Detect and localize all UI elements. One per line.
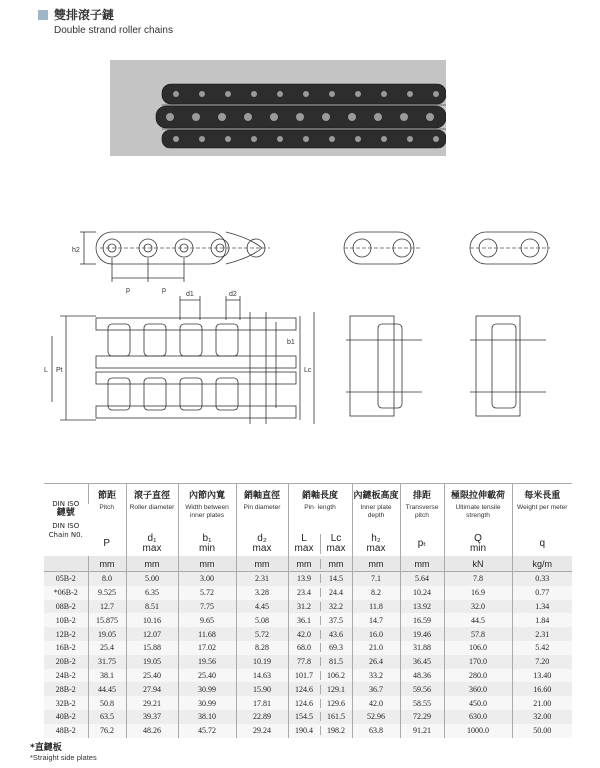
table-cell: 32B-2: [44, 696, 88, 710]
table-cell: 5.64: [400, 572, 444, 586]
pin-length-Lc: 129.6: [327, 698, 345, 708]
table-cell: 7.20: [512, 655, 572, 669]
col-chain-unit: [44, 556, 88, 572]
title-chinese: 雙排滾子鏈: [54, 8, 115, 22]
table-cell: 29.21: [126, 696, 178, 710]
pin-length-Lc: 37.5: [329, 615, 343, 625]
table-cell: 25.40: [178, 669, 236, 683]
pin-length-L: 101.7: [289, 671, 321, 680]
pin-length-Lc: 69.3: [329, 643, 343, 653]
col-pinlen-cn: 銷軸長度: [288, 484, 352, 505]
pin-length-L: 124.6: [289, 685, 321, 694]
table-row: [44, 655, 572, 669]
table-cell: 5.72: [178, 586, 236, 600]
pin-length-L: 42.0: [289, 630, 321, 639]
table-cell: [288, 682, 352, 696]
table-cell: 26.4: [352, 655, 400, 669]
table-cell: *06B-2: [44, 586, 88, 600]
footnote: [30, 740, 97, 762]
table-cell: 33.2: [352, 669, 400, 683]
pin-length-Lc: 14.5: [329, 574, 343, 584]
table-cell: 59.56: [400, 682, 444, 696]
table-cell: 16.9: [444, 586, 512, 600]
table-cell: 170.0: [444, 655, 512, 669]
col-weight-sym: q: [512, 532, 572, 556]
footnote-english: *Straight side plates: [30, 753, 97, 762]
table-cell: 28B-2: [44, 682, 88, 696]
col-roller-sym: d₁ max: [126, 532, 178, 556]
table-cell: [288, 710, 352, 724]
pin-length-Lc: 129.1: [327, 684, 345, 694]
table-cell: 10.19: [236, 655, 288, 669]
table-cell: 8.2: [352, 586, 400, 600]
col-pindia-sym: d₂ max: [236, 532, 288, 556]
table-cell: 3.00: [178, 572, 236, 586]
pin-length-L: 190.4: [289, 726, 321, 735]
label-b1: b1: [287, 339, 295, 346]
table-cell: 42.0: [352, 696, 400, 710]
table-cell: 24B-2: [44, 669, 88, 683]
table-cell: 630.0: [444, 710, 512, 724]
table-cell: [288, 641, 352, 655]
col-weight-cn: 每米長重: [512, 484, 572, 505]
table-cell: 9.525: [88, 586, 126, 600]
table-cell: 0.33: [512, 572, 572, 586]
pin-length-Lc: 32.2: [329, 601, 343, 611]
title-english: Double strand roller chains: [54, 25, 173, 36]
pin-length-L: 124.6: [289, 699, 321, 708]
col-weight-unit: kg/m: [512, 556, 572, 572]
table-cell: 08B-2: [44, 600, 88, 614]
table-row: [44, 600, 572, 614]
table-cell: 2.31: [236, 572, 288, 586]
table-cell: [288, 696, 352, 710]
pin-length-L: 31.2: [289, 602, 321, 611]
table-cell: 4.45: [236, 600, 288, 614]
col-pinlen-en: Pin· length: [288, 504, 352, 532]
footnote-chinese: *直鏈板: [30, 743, 62, 753]
table-row: [44, 613, 572, 627]
table-cell: 6.35: [126, 586, 178, 600]
table-cell: 11.68: [178, 627, 236, 641]
table-cell: 10.24: [400, 586, 444, 600]
col-depth-en: Inner plate depth: [352, 504, 400, 532]
table-cell: 280.0: [444, 669, 512, 683]
table-cell: 13.40: [512, 669, 572, 683]
table-cell: [288, 724, 352, 738]
table-cell: [288, 572, 352, 586]
col-strength-sym: Q min: [444, 532, 512, 556]
table-cell: 50.00: [512, 724, 572, 738]
col-strength-en: Ultimate tensile strength: [444, 504, 512, 532]
table-row: [44, 641, 572, 655]
table-row: [44, 724, 572, 738]
table-cell: 16.59: [400, 613, 444, 627]
table-cell: 40B-2: [44, 710, 88, 724]
col-weight-en: Weight per meter: [512, 504, 572, 532]
pin-length-L: 154.5: [289, 712, 321, 721]
table-cell: 30.99: [178, 682, 236, 696]
pin-length-Lc: 161.5: [327, 712, 345, 722]
table-cell: 2.31: [512, 627, 572, 641]
spec-table-body: [44, 572, 572, 738]
label-d1: d1: [186, 291, 194, 298]
pin-length-Lc: 106.2: [327, 670, 345, 680]
table-cell: 8.0: [88, 572, 126, 586]
table-cell: 12.7: [88, 600, 126, 614]
table-cell: 5.42: [512, 641, 572, 655]
table-cell: 21.0: [352, 641, 400, 655]
table-cell: 05B-2: [44, 572, 88, 586]
table-cell: 30.99: [178, 696, 236, 710]
table-cell: 44.45: [88, 682, 126, 696]
table-cell: 63.8: [352, 724, 400, 738]
table-cell: 7.1: [352, 572, 400, 586]
table-cell: 17.02: [178, 641, 236, 655]
table-cell: 15.88: [126, 641, 178, 655]
table-cell: 10B-2: [44, 613, 88, 627]
table-row: [44, 572, 572, 586]
table-cell: 21.00: [512, 696, 572, 710]
table-cell: 14.7: [352, 613, 400, 627]
table-cell: 10.16: [126, 613, 178, 627]
table-cell: 91.21: [400, 724, 444, 738]
table-cell: [288, 600, 352, 614]
table-cell: 15.875: [88, 613, 126, 627]
table-cell: 5.00: [126, 572, 178, 586]
table-cell: 5.08: [236, 613, 288, 627]
col-width-sym: b₁ min: [178, 532, 236, 556]
table-cell: 31.88: [400, 641, 444, 655]
table-cell: 16.0: [352, 627, 400, 641]
col-width-en: Width between inner plates: [178, 504, 236, 532]
table-cell: 63.5: [88, 710, 126, 724]
label-p1: p: [126, 287, 130, 294]
col-pitch-unit: mm: [88, 556, 126, 572]
table-cell: 9.65: [178, 613, 236, 627]
col-transverse-cn: 排距: [400, 484, 444, 505]
label-p2: p: [162, 287, 166, 294]
table-cell: 52.96: [352, 710, 400, 724]
col-depth-unit: mm: [352, 556, 400, 572]
col-transverse-unit: mm: [400, 556, 444, 572]
table-cell: 72.29: [400, 710, 444, 724]
pin-length-Lc: 81.5: [329, 657, 343, 667]
col-pindia-cn: 銷軸直徑: [236, 484, 288, 505]
table-cell: [288, 669, 352, 683]
label-Lc: Lc: [304, 367, 312, 374]
col-width-unit: mm: [178, 556, 236, 572]
table-cell: 25.4: [88, 641, 126, 655]
table-cell: 7.75: [178, 600, 236, 614]
table-cell: [288, 613, 352, 627]
table-cell: 27.94: [126, 682, 178, 696]
pin-length-Lc: 198.2: [327, 726, 345, 736]
table-cell: 5.72: [236, 627, 288, 641]
table-cell: 20B-2: [44, 655, 88, 669]
table-cell: 0.77: [512, 586, 572, 600]
table-cell: 1.84: [512, 613, 572, 627]
col-width-cn: 內節內寬: [178, 484, 236, 505]
table-cell: [288, 655, 352, 669]
pin-length-Lc: 24.4: [329, 588, 343, 598]
label-Pt: Pt: [56, 367, 63, 374]
table-cell: 36.7: [352, 682, 400, 696]
pin-length-L: 36.1: [289, 616, 321, 625]
table-cell: 360.0: [444, 682, 512, 696]
table-cell: 12.07: [126, 627, 178, 641]
table-cell: 19.05: [88, 627, 126, 641]
table-cell: 12B-2: [44, 627, 88, 641]
table-cell: 22.89: [236, 710, 288, 724]
col-pitch-en: Pitch: [88, 504, 126, 532]
table-cell: 19.46: [400, 627, 444, 641]
table-cell: 31.75: [88, 655, 126, 669]
table-cell: 36.45: [400, 655, 444, 669]
label-L: L: [44, 367, 48, 374]
col-pindia-unit: mm: [236, 556, 288, 572]
table-cell: 48B-2: [44, 724, 88, 738]
table-cell: 48.36: [400, 669, 444, 683]
spec-table: [44, 483, 572, 738]
table-cell: 48.26: [126, 724, 178, 738]
table-cell: 8.28: [236, 641, 288, 655]
table-row: [44, 696, 572, 710]
table-cell: 17.81: [236, 696, 288, 710]
table-cell: 39.37: [126, 710, 178, 724]
col-strength-cn: 極限拉伸載荷: [444, 484, 512, 505]
table-cell: [288, 586, 352, 600]
col-pitch-sym: P: [88, 532, 126, 556]
col-depth-cn: 內鏈板高度: [352, 484, 400, 505]
table-cell: 13.92: [400, 600, 444, 614]
table-cell: 16B-2: [44, 641, 88, 655]
pin-length-L: 23.4: [289, 588, 321, 597]
col-roller-cn: 滾子直徑: [126, 484, 178, 505]
table-cell: 16.60: [512, 682, 572, 696]
col-roller-unit: mm: [126, 556, 178, 572]
table-cell: 106.0: [444, 641, 512, 655]
col-strength-unit: kN: [444, 556, 512, 572]
table-cell: 32.0: [444, 600, 512, 614]
pin-length-L: 68.0: [289, 643, 321, 652]
pin-length-L: 77.8: [289, 657, 321, 666]
col-pinlen-sym: L Lc max max: [288, 532, 352, 556]
table-cell: 76.2: [88, 724, 126, 738]
col-transverse-sym: pₜ: [400, 532, 444, 556]
table-cell: 1.34: [512, 600, 572, 614]
table-row: [44, 682, 572, 696]
table-row: [44, 710, 572, 724]
pin-length-Lc: 43.6: [329, 629, 343, 639]
col-pindia-en: Pin diameter: [236, 504, 288, 532]
table-cell: 45.72: [178, 724, 236, 738]
pin-length-L: 13.9: [289, 574, 321, 583]
label-h2: h2: [72, 247, 80, 254]
col-transverse-en: Transverse pitch: [400, 504, 444, 532]
col-pinlen-unit: mm mm: [288, 556, 352, 572]
table-row: [44, 627, 572, 641]
col-pitch-cn: 節距: [88, 484, 126, 505]
table-cell: 58.55: [400, 696, 444, 710]
table-cell: 19.05: [126, 655, 178, 669]
table-cell: 32.00: [512, 710, 572, 724]
table-row: [44, 669, 572, 683]
col-roller-en: Roller diameter: [126, 504, 178, 532]
table-cell: 7.8: [444, 572, 512, 586]
label-d2: d2: [229, 291, 237, 298]
table-cell: 57.8: [444, 627, 512, 641]
table-cell: 38.10: [178, 710, 236, 724]
table-cell: 50.8: [88, 696, 126, 710]
table-cell: 11.8: [352, 600, 400, 614]
table-cell: 29.24: [236, 724, 288, 738]
table-cell: 25.40: [126, 669, 178, 683]
table-cell: 450.0: [444, 696, 512, 710]
table-cell: 38.1: [88, 669, 126, 683]
col-chain-no-header: DIN ISO 鏈號 DIN ISO Chain N0.: [44, 484, 88, 557]
table-row: [44, 586, 572, 600]
table-cell: 14.63: [236, 669, 288, 683]
table-cell: 8.51: [126, 600, 178, 614]
table-cell: 44.5: [444, 613, 512, 627]
table-cell: 3.28: [236, 586, 288, 600]
table-cell: 19.56: [178, 655, 236, 669]
table-cell: 1000.0: [444, 724, 512, 738]
col-depth-sym: h₂ max: [352, 532, 400, 556]
table-cell: 15.90: [236, 682, 288, 696]
table-cell: [288, 627, 352, 641]
